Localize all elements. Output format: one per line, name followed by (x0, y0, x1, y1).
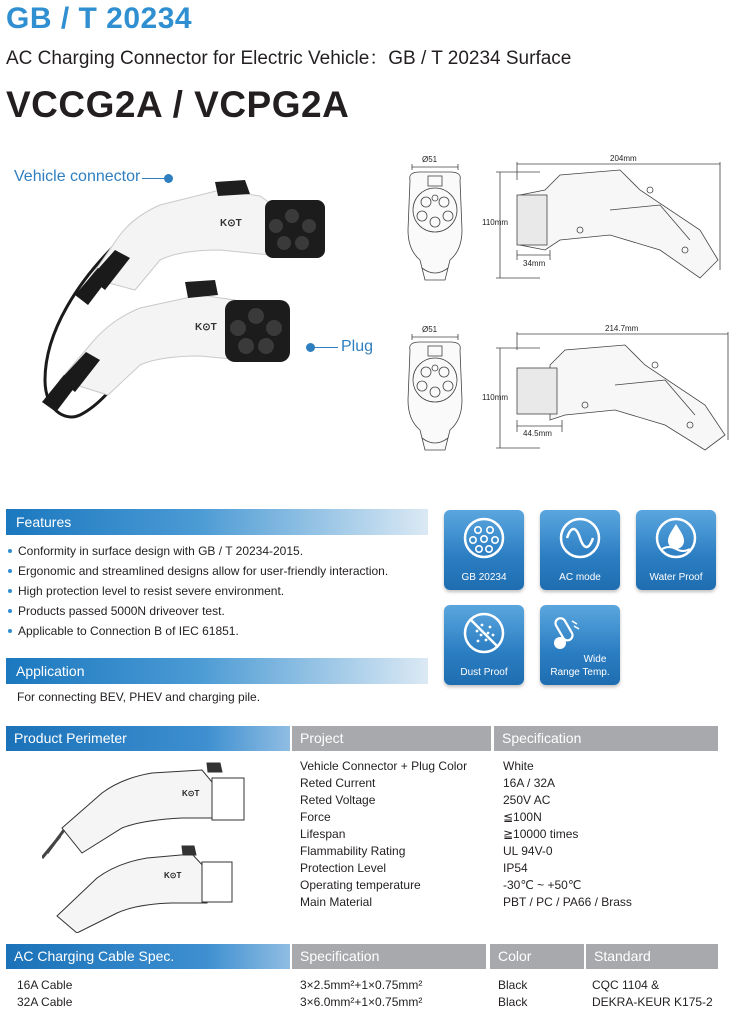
table-row: Operating temperature (300, 878, 421, 892)
gb-20234-icon (462, 516, 506, 560)
table-cell: 16A Cable (17, 978, 73, 992)
brand-mark: K⊙T (220, 218, 242, 229)
product-perimeter-header: Product Perimeter (6, 726, 290, 751)
icon-label: Water Proof (649, 572, 703, 583)
page-subtitle: AC Charging Connector for Electric Vehicle：GB / T 20234 Surface (6, 48, 572, 69)
ac-mode-tile (540, 510, 620, 590)
dimension-label: 44.5mm (523, 429, 552, 438)
cable-spec-header: AC Charging Cable Spec. (6, 944, 290, 969)
icon-label: Dust Proof (460, 667, 508, 678)
table-cell: 32A Cable (17, 995, 73, 1009)
dimension-label: 110mm (482, 393, 509, 402)
cable-standard-column (592, 977, 713, 1011)
features-heading: Features (6, 509, 428, 535)
table-cell: -30℃ ~ +50℃ (503, 878, 582, 892)
wide-range-temp-tile (540, 605, 620, 685)
application-heading: Application (6, 658, 428, 684)
table-cell: CQC 1104 & (592, 978, 660, 992)
feature-list (8, 541, 388, 641)
table-cell: ≧10000 times (503, 827, 579, 841)
table-cell: PBT / PC / PA66 / Brass (503, 895, 632, 909)
dimension-label: 110mm (482, 218, 509, 227)
brand-mark: K⊙T (195, 322, 217, 333)
callout-dot (164, 174, 173, 183)
water-proof-tile (636, 510, 716, 590)
table-cell: UL 94V-0 (503, 844, 553, 858)
list-item: Conformity in surface design with GB / T 20234-2015. (8, 541, 388, 561)
table-row: Reted Voltage (300, 793, 376, 807)
callout-line (312, 347, 338, 348)
dimension-label: Ø51 (422, 155, 438, 164)
specification-header: Specification (494, 726, 718, 751)
table-cell: 3×2.5mm²+1×0.75mm² (300, 978, 423, 992)
gb-20234-tile (444, 510, 524, 590)
cable-specification-header: Specification (292, 944, 486, 969)
table-cell: IP54 (503, 861, 528, 875)
table-row: Protection Level (300, 861, 387, 875)
dimension-label: 34mm (523, 259, 546, 268)
vehicle-connector-drawing (400, 150, 740, 300)
dust-proof-tile (444, 605, 524, 685)
icon-label: GB 20234 (461, 572, 507, 583)
table-row: Main Material (300, 895, 373, 909)
specification-column (503, 758, 632, 911)
cable-color-header: Color (490, 944, 584, 969)
icon-label: Range Temp. (550, 667, 610, 678)
dust-proof-icon (462, 611, 506, 655)
cable-spec-column (300, 977, 422, 1011)
page-title: GB / T 20234 (6, 2, 193, 35)
cable-standard-header: Standard (586, 944, 718, 969)
application-text: For connecting BEV, PHEV and charging pile. (17, 690, 261, 704)
list-item: Applicable to Connection B of IEC 61851. (8, 621, 388, 641)
list-item: Ergonomic and streamlined designs allow for user-friendly interaction. (8, 561, 388, 581)
table-cell: 250V AC (503, 793, 551, 807)
table-cell: White (503, 759, 534, 773)
brand-mark: K⊙T (164, 871, 182, 880)
cable-name-column (17, 977, 72, 1011)
table-cell: 3×6.0mm²+1×0.75mm² (300, 995, 423, 1009)
table-cell: Black (498, 995, 528, 1009)
plug-callout: Plug (341, 338, 374, 355)
product-photo (20, 160, 380, 430)
table-cell: 16A / 32A (503, 776, 556, 790)
table-cell: Black (498, 978, 528, 992)
cable-color-column (498, 977, 527, 1011)
table-row: Vehicle Connector + Plug Color (300, 759, 468, 773)
dimension-label: 214.7mm (605, 324, 639, 333)
ac-mode-icon (558, 516, 602, 560)
table-row: Force (300, 810, 331, 824)
wide-range-temp-icon (550, 613, 590, 653)
plug-image (42, 280, 290, 412)
project-column (300, 758, 467, 911)
table-row: Flammability Rating (300, 844, 406, 858)
brand-mark: K⊙T (182, 789, 200, 798)
table-cell: DEKRA-KEUR K175-2 (592, 995, 713, 1009)
table-row: Lifespan (300, 827, 346, 841)
dimension-label: 204mm (610, 154, 637, 163)
product-sketch (42, 758, 282, 933)
plug-drawing (400, 320, 740, 470)
model-number: VCCG2A / VCPG2A (6, 84, 350, 125)
water-proof-icon (654, 516, 698, 560)
vehicle-connector-callout: Vehicle connector (14, 168, 141, 185)
dimension-label: Ø51 (422, 325, 438, 334)
table-cell: ≦100N (503, 810, 542, 824)
list-item: High protection level to resist severe environment. (8, 581, 388, 601)
icon-label: Wide (583, 654, 607, 665)
icon-label: AC mode (559, 572, 601, 583)
table-row: Reted Current (300, 776, 376, 790)
project-header: Project (292, 726, 491, 751)
list-item: Products passed 5000N driveover test. (8, 601, 388, 621)
